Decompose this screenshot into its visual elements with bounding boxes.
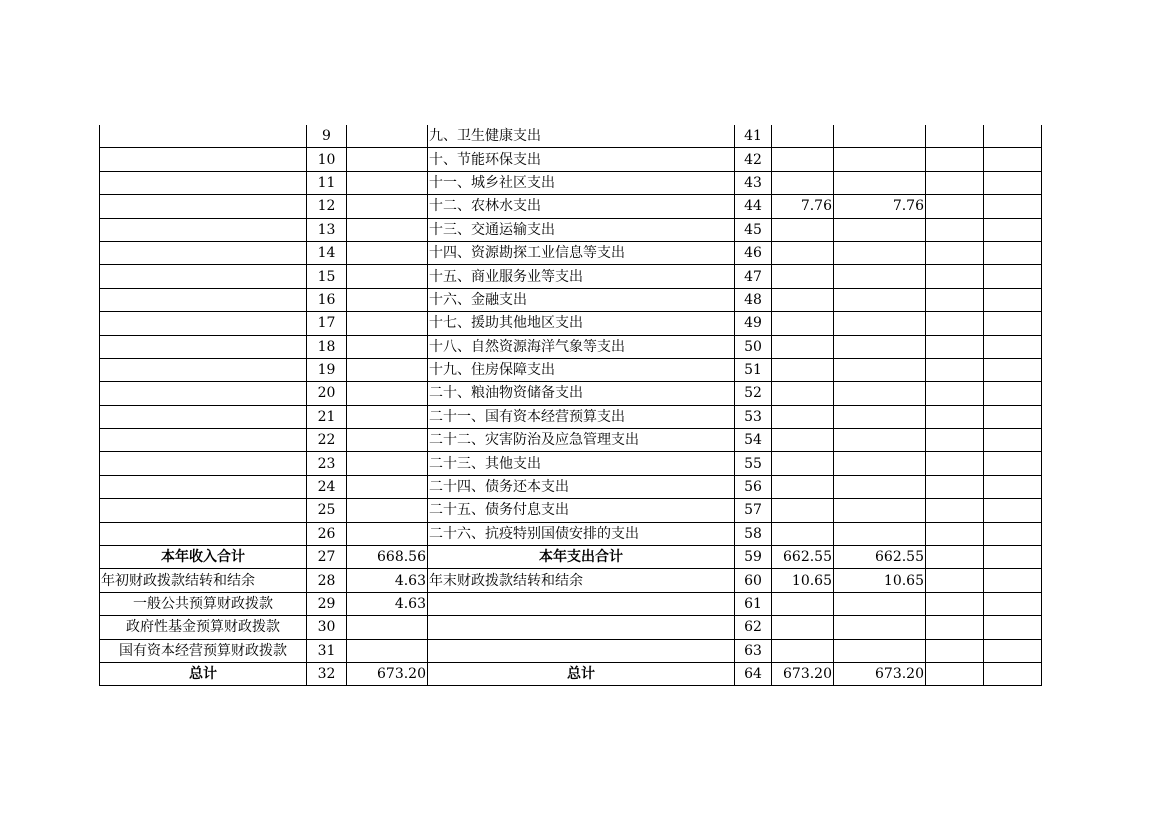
expense-total-amount-cell: 673.20 <box>772 662 834 685</box>
income-item-cell <box>100 499 307 522</box>
income-line-number-cell: 24 <box>307 475 347 498</box>
expense-state-capital-cell <box>984 125 1042 148</box>
expense-fund-budget-cell <box>926 382 984 405</box>
income-line-number-cell: 10 <box>307 148 347 171</box>
expense-state-capital-cell <box>984 312 1042 335</box>
expense-general-budget-cell <box>834 241 926 264</box>
expense-total-amount-cell <box>772 312 834 335</box>
income-line-number-cell: 9 <box>307 125 347 148</box>
expense-total-amount-cell <box>772 125 834 148</box>
income-line-number-cell: 20 <box>307 382 347 405</box>
expense-item-cell <box>428 616 735 639</box>
expense-fund-budget-cell <box>926 148 984 171</box>
table-row <box>100 522 1042 545</box>
income-line-number-cell: 27 <box>307 546 347 569</box>
income-line-number-cell: 29 <box>307 592 347 615</box>
expense-line-number-cell: 58 <box>735 522 772 545</box>
expense-general-budget-cell <box>834 218 926 241</box>
expense-line-number-cell: 64 <box>735 662 772 685</box>
table-row <box>100 241 1042 264</box>
expense-state-capital-cell <box>984 546 1042 569</box>
income-amount-cell <box>347 241 428 264</box>
expense-state-capital-cell <box>984 288 1042 311</box>
expense-line-number-cell: 61 <box>735 592 772 615</box>
income-line-number-cell: 15 <box>307 265 347 288</box>
expense-item-cell: 二十四、债务还本支出 <box>428 475 735 498</box>
income-item-cell <box>100 405 307 428</box>
income-item-cell <box>100 265 307 288</box>
income-amount-cell <box>347 616 428 639</box>
income-line-number-cell: 13 <box>307 218 347 241</box>
expense-total-amount-cell <box>772 218 834 241</box>
income-amount-cell <box>347 405 428 428</box>
expense-fund-budget-cell <box>926 616 984 639</box>
income-line-number-cell: 21 <box>307 405 347 428</box>
table-row <box>100 569 1042 592</box>
expense-state-capital-cell <box>984 662 1042 685</box>
income-amount-cell <box>347 218 428 241</box>
income-amount-cell <box>347 382 428 405</box>
expense-fund-budget-cell <box>926 592 984 615</box>
expense-general-budget-cell <box>834 312 926 335</box>
expense-state-capital-cell <box>984 382 1042 405</box>
expense-fund-budget-cell <box>926 195 984 218</box>
table-row <box>100 195 1042 218</box>
expense-line-number-cell: 50 <box>735 335 772 358</box>
expense-item-cell: 本年支出合计 <box>428 546 735 569</box>
table-row <box>100 452 1042 475</box>
expense-line-number-cell: 44 <box>735 195 772 218</box>
expense-line-number-cell: 47 <box>735 265 772 288</box>
income-item-cell <box>100 218 307 241</box>
table-row <box>100 265 1042 288</box>
expense-line-number-cell: 54 <box>735 429 772 452</box>
income-amount-cell <box>347 452 428 475</box>
income-amount-cell <box>347 171 428 194</box>
table-row <box>100 171 1042 194</box>
income-amount-cell <box>347 522 428 545</box>
table-row <box>100 288 1042 311</box>
expense-fund-budget-cell <box>926 358 984 381</box>
income-amount-cell <box>347 265 428 288</box>
expense-item-cell: 九、卫生健康支出 <box>428 125 735 148</box>
table-row <box>100 405 1042 428</box>
expense-line-number-cell: 46 <box>735 241 772 264</box>
expense-total-amount-cell <box>772 499 834 522</box>
income-line-number-cell: 32 <box>307 662 347 685</box>
income-amount-cell: 673.20 <box>347 662 428 685</box>
income-item-cell <box>100 288 307 311</box>
income-line-number-cell: 26 <box>307 522 347 545</box>
expense-general-budget-cell: 662.55 <box>834 546 926 569</box>
expense-item-cell: 二十三、其他支出 <box>428 452 735 475</box>
expense-state-capital-cell <box>984 522 1042 545</box>
expense-state-capital-cell <box>984 616 1042 639</box>
income-line-number-cell: 30 <box>307 616 347 639</box>
expense-item-cell <box>428 639 735 662</box>
expense-total-amount-cell <box>772 335 834 358</box>
income-line-number-cell: 22 <box>307 429 347 452</box>
table-row <box>100 125 1042 148</box>
expense-total-amount-cell: 10.65 <box>772 569 834 592</box>
expense-line-number-cell: 62 <box>735 616 772 639</box>
expense-fund-budget-cell <box>926 499 984 522</box>
expense-line-number-cell: 53 <box>735 405 772 428</box>
expense-item-cell: 二十五、债务付息支出 <box>428 499 735 522</box>
expense-total-amount-cell <box>772 592 834 615</box>
expense-line-number-cell: 52 <box>735 382 772 405</box>
expense-line-number-cell: 43 <box>735 171 772 194</box>
expense-state-capital-cell <box>984 452 1042 475</box>
expense-item-cell: 十六、金融支出 <box>428 288 735 311</box>
expense-total-amount-cell <box>772 429 834 452</box>
expense-item-cell: 十一、城乡社区支出 <box>428 171 735 194</box>
expense-line-number-cell: 48 <box>735 288 772 311</box>
expense-general-budget-cell <box>834 265 926 288</box>
expense-line-number-cell: 51 <box>735 358 772 381</box>
income-amount-cell <box>347 312 428 335</box>
expense-general-budget-cell: 10.65 <box>834 569 926 592</box>
expense-general-budget-cell <box>834 171 926 194</box>
income-line-number-cell: 16 <box>307 288 347 311</box>
expense-state-capital-cell <box>984 148 1042 171</box>
income-line-number-cell: 17 <box>307 312 347 335</box>
expense-total-amount-cell <box>772 241 834 264</box>
table-row <box>100 616 1042 639</box>
expense-state-capital-cell <box>984 429 1042 452</box>
table-row <box>100 592 1042 615</box>
expense-item-cell: 二十一、国有资本经营预算支出 <box>428 405 735 428</box>
expense-line-number-cell: 49 <box>735 312 772 335</box>
expense-state-capital-cell <box>984 592 1042 615</box>
expense-general-budget-cell <box>834 522 926 545</box>
expense-item-cell: 十九、住房保障支出 <box>428 358 735 381</box>
expense-total-amount-cell <box>772 288 834 311</box>
expense-item-cell: 十五、商业服务业等支出 <box>428 265 735 288</box>
expense-general-budget-cell <box>834 148 926 171</box>
expense-state-capital-cell <box>984 569 1042 592</box>
expense-fund-budget-cell <box>926 288 984 311</box>
expense-general-budget-cell <box>834 125 926 148</box>
expense-general-budget-cell <box>834 358 926 381</box>
expense-fund-budget-cell <box>926 569 984 592</box>
table-row <box>100 358 1042 381</box>
expense-fund-budget-cell <box>926 429 984 452</box>
expense-state-capital-cell <box>984 335 1042 358</box>
table-row <box>100 546 1042 569</box>
income-amount-cell <box>347 335 428 358</box>
expense-fund-budget-cell <box>926 218 984 241</box>
expense-item-cell: 十三、交通运输支出 <box>428 218 735 241</box>
income-amount-cell <box>347 475 428 498</box>
income-item-cell: 本年收入合计 <box>100 546 307 569</box>
expense-item-cell: 总计 <box>428 662 735 685</box>
expense-line-number-cell: 41 <box>735 125 772 148</box>
expense-line-number-cell: 57 <box>735 499 772 522</box>
expense-total-amount-cell <box>772 475 834 498</box>
expense-total-amount-cell <box>772 452 834 475</box>
expense-state-capital-cell <box>984 265 1042 288</box>
expense-state-capital-cell <box>984 171 1042 194</box>
expense-fund-budget-cell <box>926 241 984 264</box>
table-row <box>100 639 1042 662</box>
income-amount-cell <box>347 429 428 452</box>
income-line-number-cell: 25 <box>307 499 347 522</box>
income-line-number-cell: 19 <box>307 358 347 381</box>
expense-total-amount-cell <box>772 171 834 194</box>
income-item-cell <box>100 312 307 335</box>
expense-general-budget-cell <box>834 639 926 662</box>
table-row <box>100 382 1042 405</box>
table-row <box>100 312 1042 335</box>
income-item-cell <box>100 335 307 358</box>
expense-general-budget-cell <box>834 429 926 452</box>
income-amount-cell: 4.63 <box>347 592 428 615</box>
expense-fund-budget-cell <box>926 125 984 148</box>
expense-fund-budget-cell <box>926 452 984 475</box>
income-item-cell <box>100 452 307 475</box>
income-amount-cell <box>347 499 428 522</box>
income-line-number-cell: 12 <box>307 195 347 218</box>
table-row <box>100 429 1042 452</box>
income-line-number-cell: 28 <box>307 569 347 592</box>
table-row <box>100 499 1042 522</box>
table-row <box>100 218 1042 241</box>
expense-total-amount-cell <box>772 405 834 428</box>
expense-general-budget-cell <box>834 499 926 522</box>
income-item-cell: 政府性基金预算财政拨款 <box>100 616 307 639</box>
expense-line-number-cell: 60 <box>735 569 772 592</box>
expense-state-capital-cell <box>984 358 1042 381</box>
income-amount-cell <box>347 288 428 311</box>
expense-general-budget-cell <box>834 335 926 358</box>
table-row <box>100 475 1042 498</box>
income-item-cell: 年初财政拨款结转和结余 <box>100 569 307 592</box>
expense-fund-budget-cell <box>926 312 984 335</box>
expense-item-cell: 十二、农林水支出 <box>428 195 735 218</box>
expense-fund-budget-cell <box>926 639 984 662</box>
income-amount-cell <box>347 195 428 218</box>
expense-fund-budget-cell <box>926 475 984 498</box>
expense-line-number-cell: 56 <box>735 475 772 498</box>
expense-fund-budget-cell <box>926 522 984 545</box>
expense-item-cell: 十四、资源勘探工业信息等支出 <box>428 241 735 264</box>
expense-general-budget-cell <box>834 382 926 405</box>
income-amount-cell <box>347 639 428 662</box>
expense-fund-budget-cell <box>926 546 984 569</box>
income-item-cell: 国有资本经营预算财政拨款 <box>100 639 307 662</box>
income-amount-cell <box>347 148 428 171</box>
expense-total-amount-cell <box>772 382 834 405</box>
income-item-cell <box>100 475 307 498</box>
table-row <box>100 148 1042 171</box>
expense-general-budget-cell <box>834 592 926 615</box>
expense-general-budget-cell: 673.20 <box>834 662 926 685</box>
income-item-cell <box>100 148 307 171</box>
expense-total-amount-cell <box>772 639 834 662</box>
income-item-cell <box>100 241 307 264</box>
expense-item-cell: 年末财政拨款结转和结余 <box>428 569 735 592</box>
income-line-number-cell: 18 <box>307 335 347 358</box>
expense-total-amount-cell: 662.55 <box>772 546 834 569</box>
expense-state-capital-cell <box>984 639 1042 662</box>
expense-line-number-cell: 45 <box>735 218 772 241</box>
expense-state-capital-cell <box>984 195 1042 218</box>
expense-line-number-cell: 42 <box>735 148 772 171</box>
expense-item-cell: 二十、粮油物资储备支出 <box>428 382 735 405</box>
expense-item-cell: 二十二、灾害防治及应急管理支出 <box>428 429 735 452</box>
expense-line-number-cell: 55 <box>735 452 772 475</box>
income-amount-cell: 4.63 <box>347 569 428 592</box>
income-item-cell <box>100 382 307 405</box>
income-item-cell <box>100 522 307 545</box>
expense-general-budget-cell <box>834 616 926 639</box>
expense-general-budget-cell <box>834 475 926 498</box>
expense-state-capital-cell <box>984 241 1042 264</box>
expense-item-cell: 十八、自然资源海洋气象等支出 <box>428 335 735 358</box>
table-row <box>100 335 1042 358</box>
expense-state-capital-cell <box>984 499 1042 522</box>
expense-fund-budget-cell <box>926 662 984 685</box>
expense-total-amount-cell: 7.76 <box>772 195 834 218</box>
expense-total-amount-cell <box>772 522 834 545</box>
expense-total-amount-cell <box>772 358 834 381</box>
expense-total-amount-cell <box>772 265 834 288</box>
income-item-cell: 总计 <box>100 662 307 685</box>
expense-item-cell <box>428 592 735 615</box>
income-item-cell <box>100 429 307 452</box>
expense-fund-budget-cell <box>926 405 984 428</box>
expense-general-budget-cell <box>834 452 926 475</box>
expense-general-budget-cell <box>834 288 926 311</box>
expense-general-budget-cell: 7.76 <box>834 195 926 218</box>
expense-fund-budget-cell <box>926 335 984 358</box>
income-line-number-cell: 31 <box>307 639 347 662</box>
income-line-number-cell: 23 <box>307 452 347 475</box>
expense-line-number-cell: 63 <box>735 639 772 662</box>
expense-state-capital-cell <box>984 218 1042 241</box>
income-amount-cell <box>347 358 428 381</box>
income-item-cell <box>100 171 307 194</box>
expense-item-cell: 二十六、抗疫特别国债安排的支出 <box>428 522 735 545</box>
expense-state-capital-cell <box>984 475 1042 498</box>
income-item-cell <box>100 358 307 381</box>
expense-total-amount-cell <box>772 616 834 639</box>
income-item-cell <box>100 125 307 148</box>
income-amount-cell: 668.56 <box>347 546 428 569</box>
expense-fund-budget-cell <box>926 171 984 194</box>
expense-fund-budget-cell <box>926 265 984 288</box>
income-amount-cell <box>347 125 428 148</box>
income-line-number-cell: 11 <box>307 171 347 194</box>
income-line-number-cell: 14 <box>307 241 347 264</box>
expense-line-number-cell: 59 <box>735 546 772 569</box>
expense-item-cell: 十、节能环保支出 <box>428 148 735 171</box>
expense-total-amount-cell <box>772 148 834 171</box>
expense-item-cell: 十七、援助其他地区支出 <box>428 312 735 335</box>
expense-general-budget-cell <box>834 405 926 428</box>
income-item-cell <box>100 195 307 218</box>
table-row <box>100 662 1042 685</box>
expense-state-capital-cell <box>984 405 1042 428</box>
income-item-cell: 一般公共预算财政拨款 <box>100 592 307 615</box>
budget-table <box>99 125 1042 686</box>
